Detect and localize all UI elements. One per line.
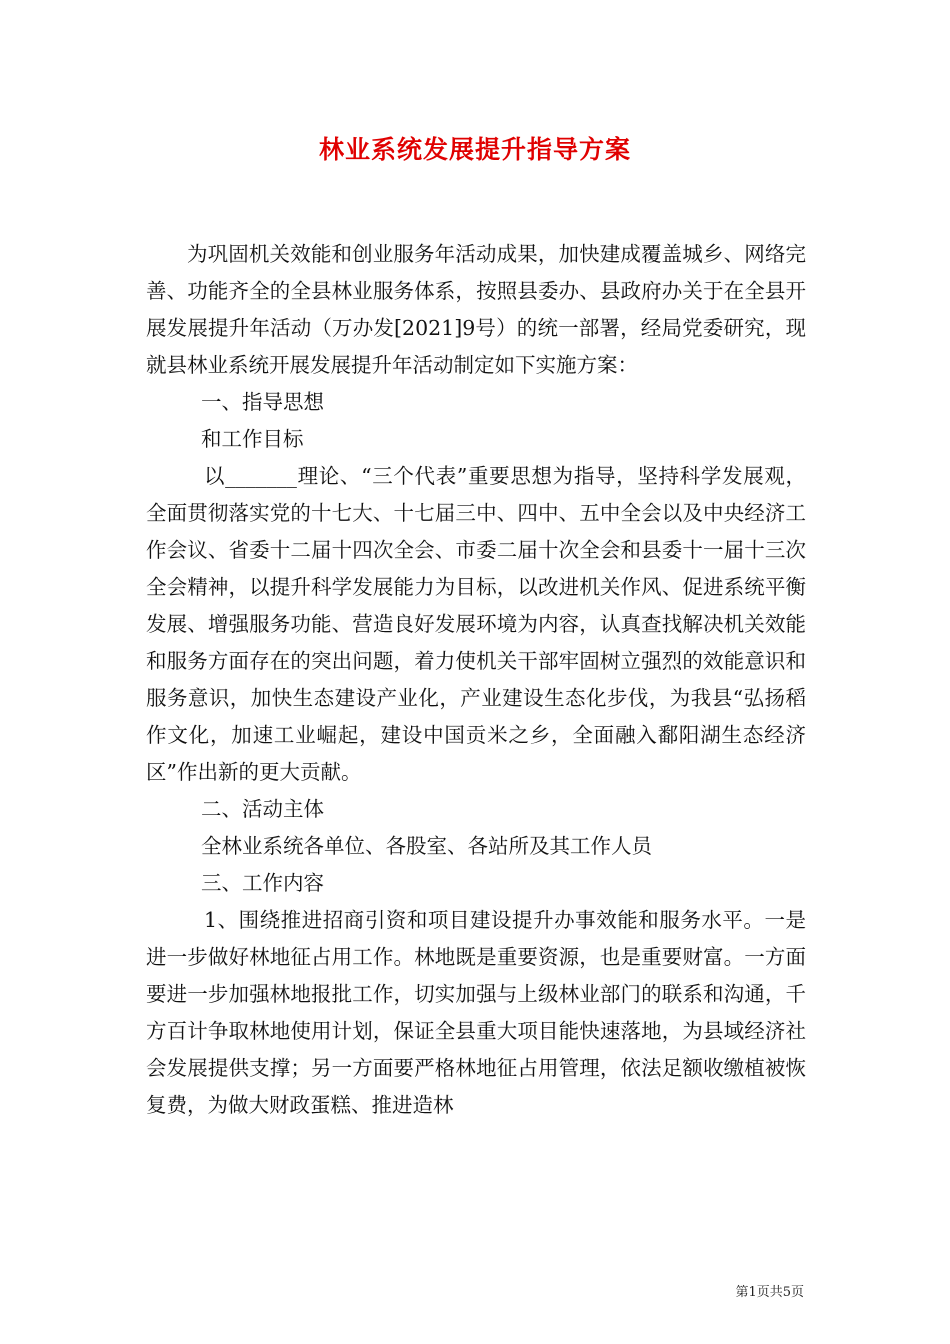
work-content-paragraph: 1、围绕推进招商引资和项目建设提升办事效能和服务水平。一是进一步做好林地征占用工作。林地既是重要资源，也是重要财富。一方面要进一步加强林地报批工作，切实加强与上级林业部门的联系和沟通，千方百计争取林地使用计划，保证全县重大项目能快速落地，为县域经济社会发展提供支撑；另一方面要严格林地征占用管理，依法足额收缴植被恢复费，为做大财政蛋糕、推进造林 [146, 908, 806, 1117]
page-number: 第1页共5页 [735, 1285, 804, 1300]
section-heading-1: 一、指导思想 [201, 390, 324, 414]
section-heading-2: 二、活动主体 [201, 797, 324, 821]
intro-paragraph: 为巩固机关效能和创业服务年活动成果，加快建成覆盖城乡、网络完善、功能齐全的全县林业服务体系，按照县委办、县政府办关于在全县开展发展提升年活动（万办发[2021]9号）的统一部署，经局党委研究，现就县林业系统开展发展提升年活动制定如下实施方案： [146, 242, 806, 377]
guiding-thought-paragraph: 以_______理论、“三个代表”重要思想为指导，坚持科学发展观，全面贯彻落实党的十七大、十七届三中、四中、五中全会以及中央经济工作会议、省委十二届十四次全会、市委二届十次全会和县委十一届十三次全会精神，以提升科学发展能力为目标，以改进机关作风、促进系统平衡发展、增强服务功能、营造良好发展环境为内容，认真查找解决机关效能和服务方面存在的突出问题，着力使机关干部牢固树立强烈的效能意识和服务意识，加快生态建设产业化，产业建设生态化步伐，为我县“弘扬稻作文化，加速工业崛起，建设中国贡米之乡，全面融入鄱阳湖生态经济区”作出新的更大贡献。 [146, 464, 806, 784]
document-body [146, 236, 806, 1124]
section-heading-1-continued: 和工作目标 [201, 427, 304, 451]
activity-subject-paragraph: 全林业系统各单位、各股室、各站所及其工作人员 [201, 834, 652, 858]
section-heading-3: 三、工作内容 [201, 871, 324, 895]
document-title: 林业系统发展提升指导方案 [318, 135, 631, 164]
